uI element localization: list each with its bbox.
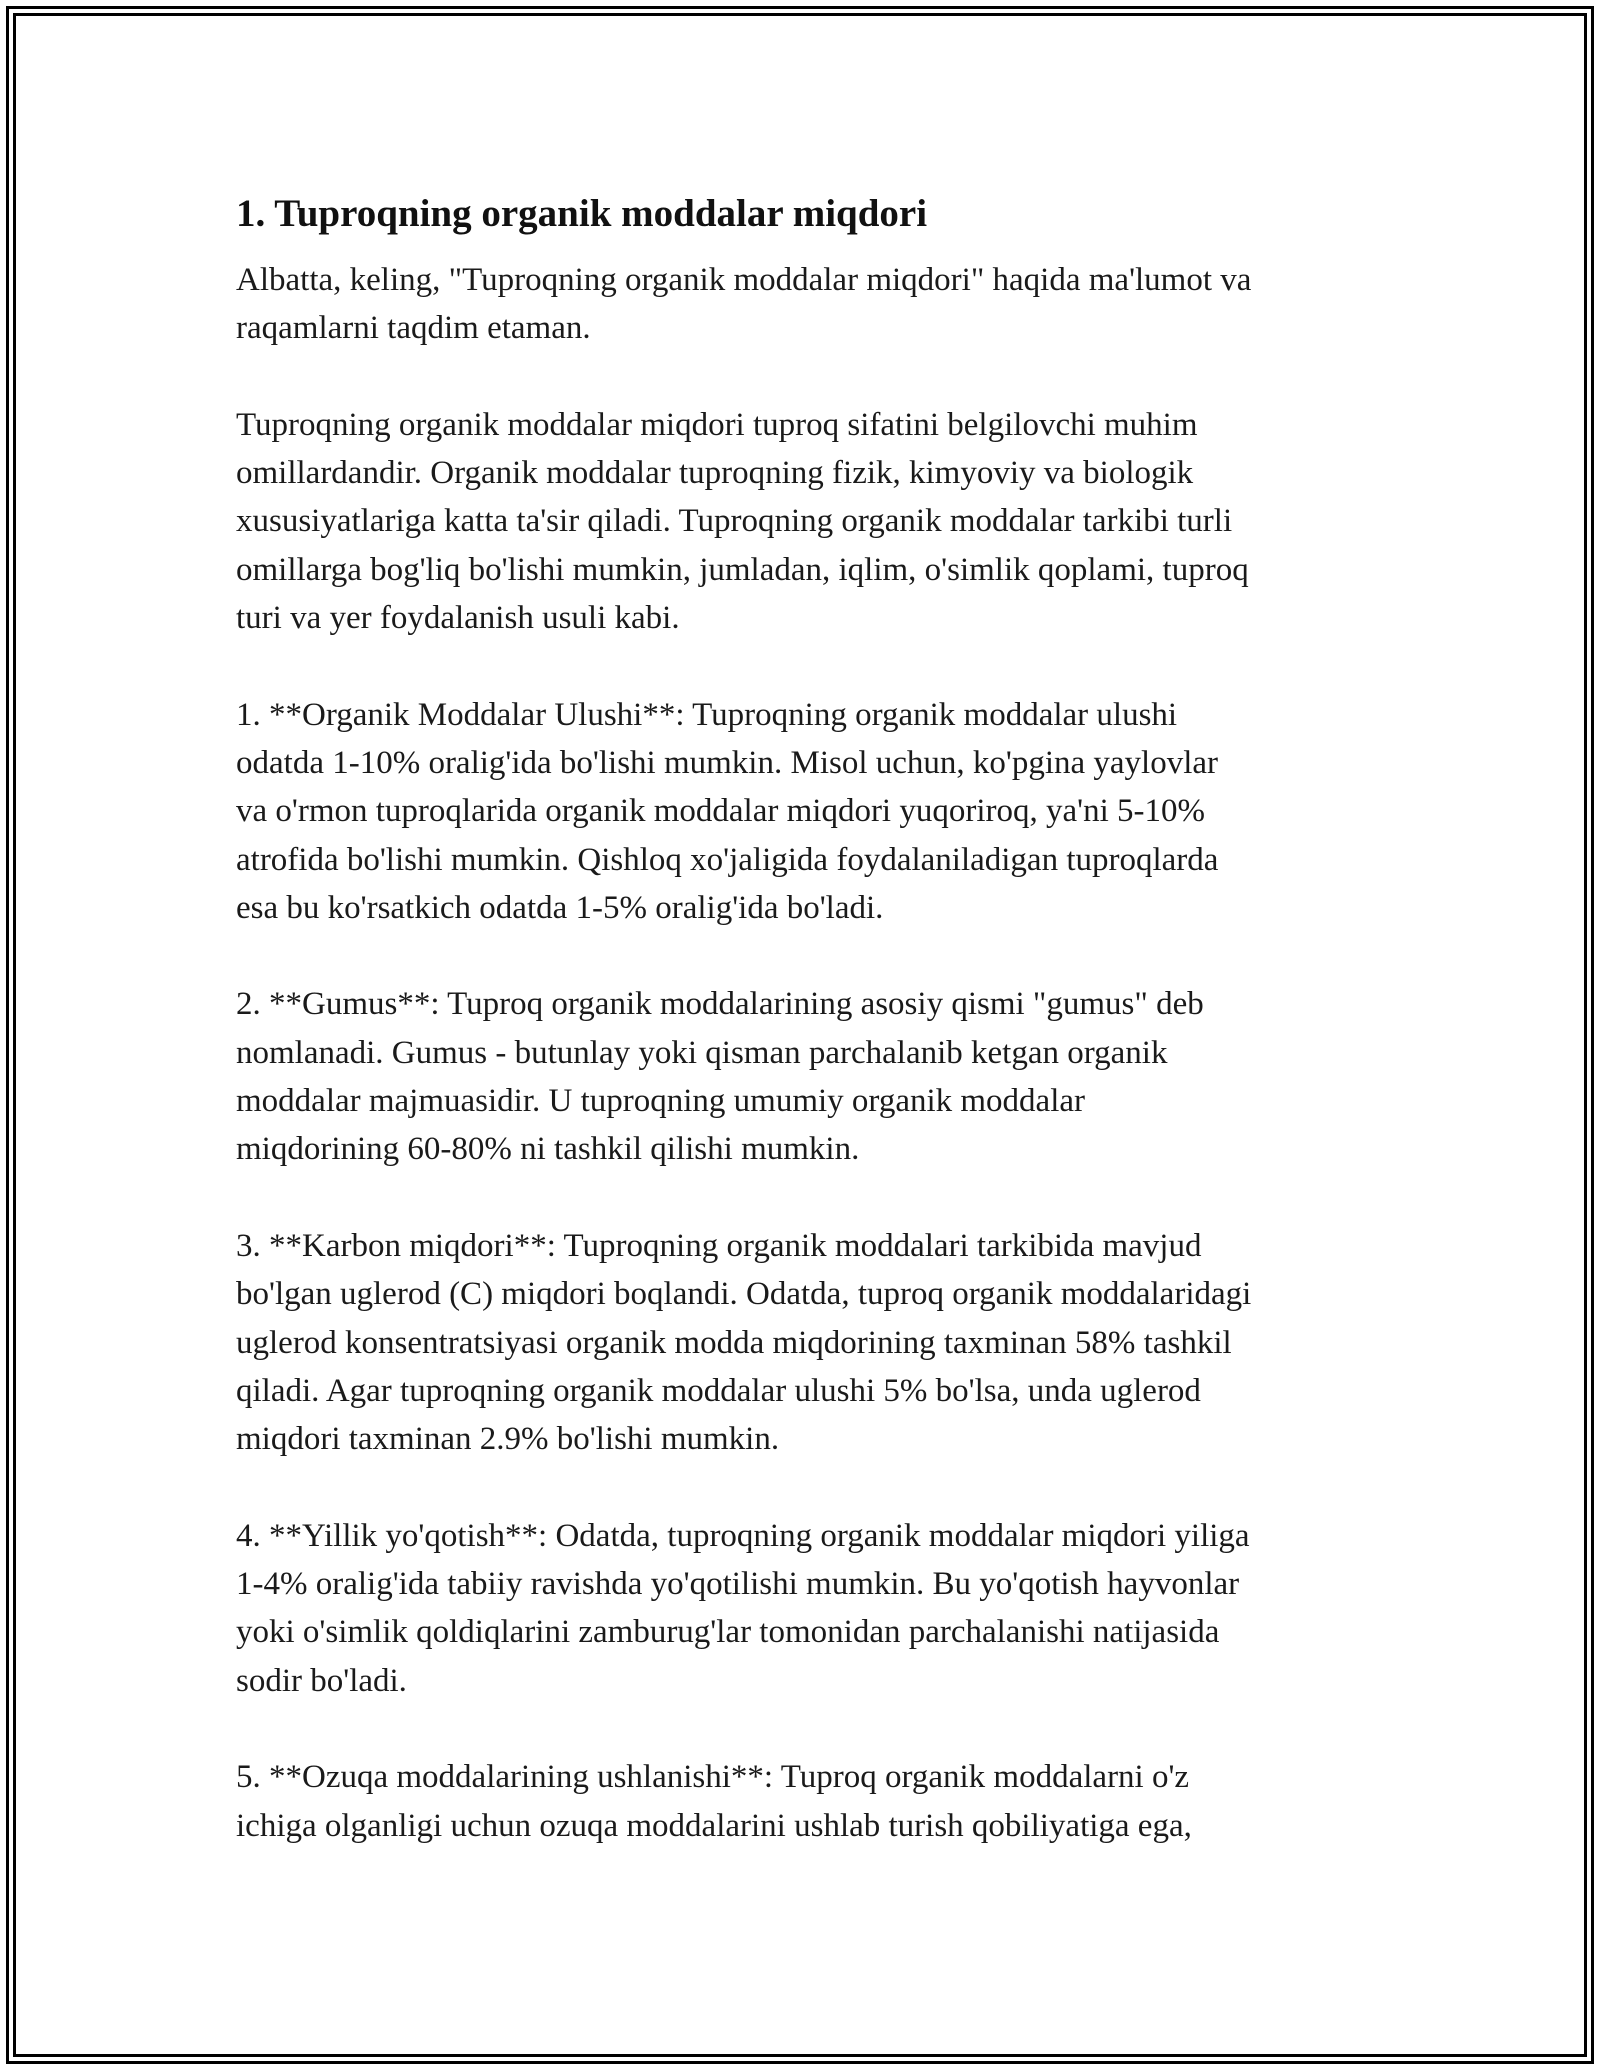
paragraph-item-4: 4. **Yillik yo'qotish**: Odatda, tuproqning organik moddalar miqdori yiliga 1-4% oralig'ida tabiiy ravishda yo'qotilishi mumkin. Bu yo'qotish hayvonlar yoki o'simlik qoldiqlarini zamburug'lar tomonidan parchalanishi natijasida sodir bo'ladi.	[236, 1517, 1250, 1699]
paragraph-overview: Tuproqning organik moddalar miqdori tuproq sifatini belgilovchi muhim omillardandir. Organik moddalar tuproqning fizik, kimyoviy va biologik xususiyatlariga katta ta'sir qiladi. Tuproqning organik moddalar tarkibi turli omillarga bog'liq bo'lishi mumkin, jumladan, iqlim, o'simlik qoplami, tuproq turi va yer foydalanish usuli kabi.	[236, 406, 1249, 637]
document-page	[236, 186, 1386, 1850]
paragraph-item-3: 3. **Karbon miqdori**: Tuproqning organik moddalari tarkibida mavjud bo'lgan uglerod (C) miqdori boqlandi. Odatda, tuproq organik moddalaridagi uglerod konsentratsiyasi organik modda miqdorining taxminan 58% tashkil qiladi. Agar tuproqning organik moddalar ulushi 5% bo'lsa, unda uglerod miqdori taxminan 2.9% bo'lishi mumkin.	[236, 1227, 1252, 1458]
document-title: 1. Tuproqning organik moddalar miqdori	[236, 192, 928, 235]
paragraph-item-1: 1. **Organik Moddalar Ulushi**: Tuproqning organik moddalar ulushi odatda 1-10% oralig'ida bo'lishi mumkin. Misol uchun, ko'pgina yaylovlar va o'rmon tuproqlarida organik moddalar miqdori yuqoriroq, ya'ni 5-10% atrofida bo'lishi mumkin. Qishloq xo'jaligida foydalaniladigan tuproqlarda esa bu ko'rsatkich odatda 1-5% oralig'ida bo'ladi.	[236, 696, 1219, 926]
paragraph-intro: Albatta, keling, "Tuproqning organik moddalar miqdori" haqida ma'lumot va raqamlarni taqdim etaman.	[236, 262, 1252, 347]
paragraph-item-2: 2. **Gumus**: Tuproq organik moddalarining asosiy qismi "gumus" deb nomlanadi. Gumus - butunlay yoki qisman parchalanib ketgan organik moddalar majmuasidir. U tuproqning umumiy organik moddalar miqdorining 60-80% ni tashkil qilishi mumkin.	[236, 986, 1204, 1168]
paragraph-item-5: 5. **Ozuqa moddalarining ushlanishi**: Tuproq organik moddalarni o'z ichiga olganligi uchun ozuqa moddalarini ushlab turish qobiliyatiga ega,	[236, 1759, 1192, 1844]
